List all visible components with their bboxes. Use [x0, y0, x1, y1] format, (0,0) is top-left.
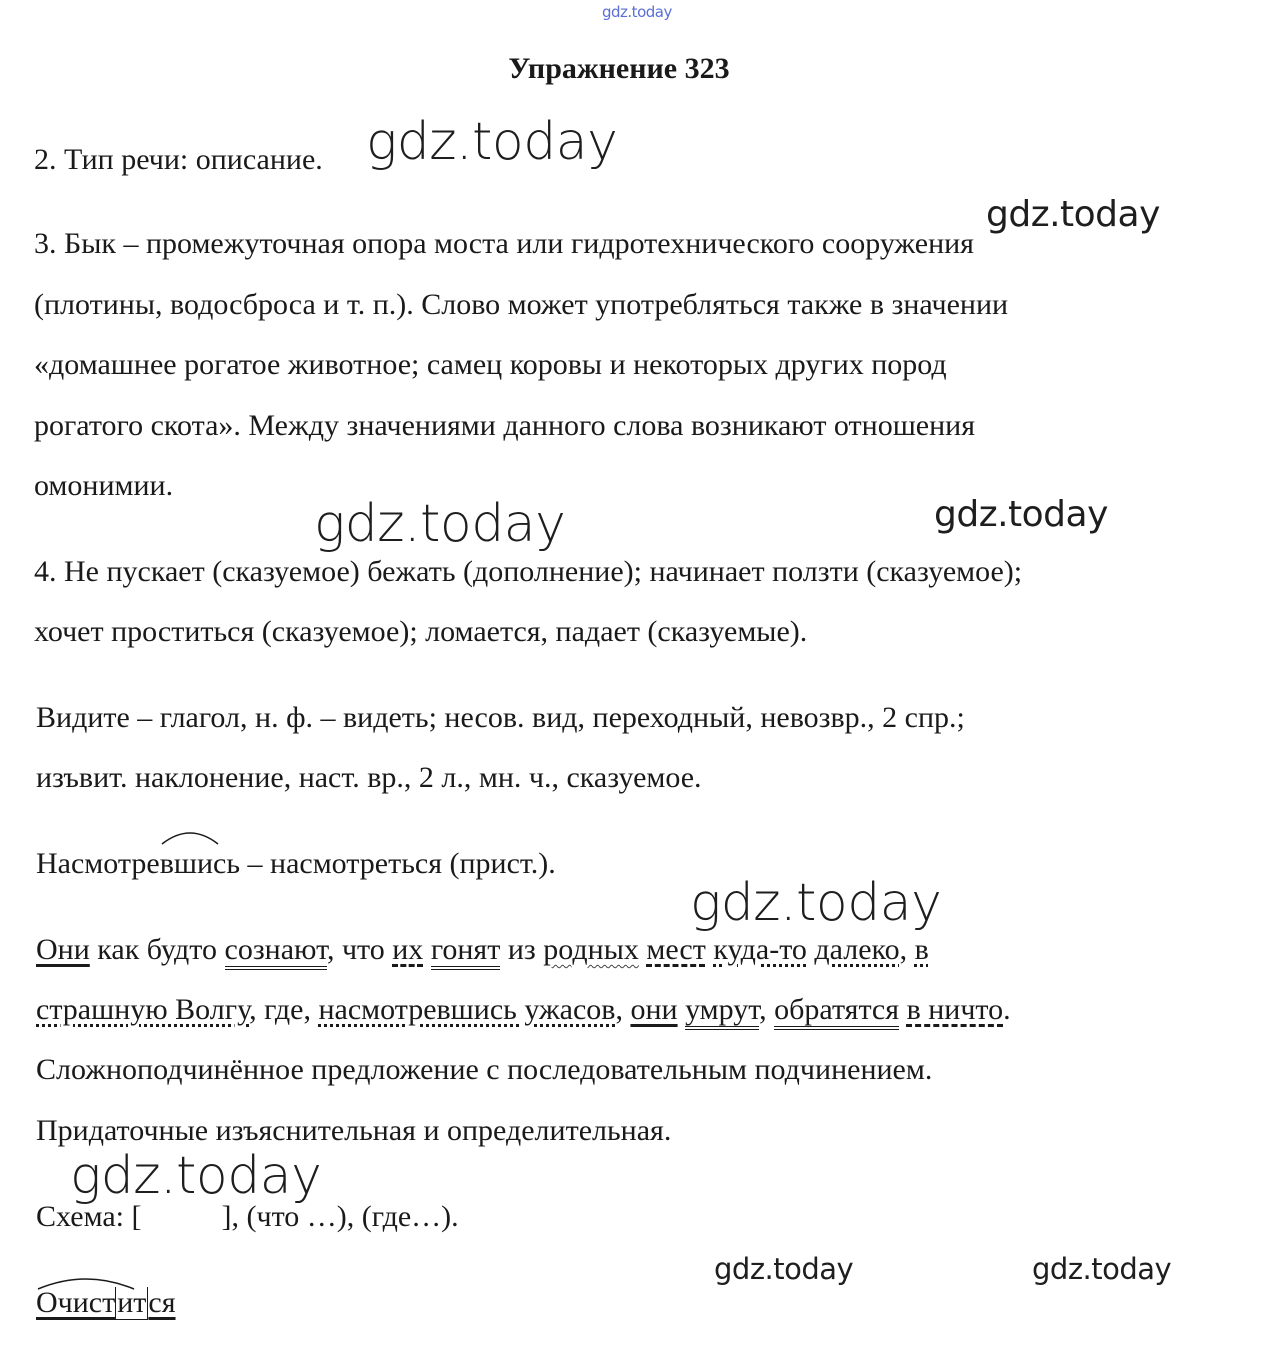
watermark: gdz.today	[986, 194, 1160, 235]
object-word: их	[392, 933, 424, 966]
suffix-arc-icon	[160, 826, 220, 846]
subject-word: они	[630, 993, 678, 1026]
object-phrase: в ничто	[906, 993, 1004, 1026]
item-3-line-2: (плотины, водосброса и т. п.). Слово может употребляться также в значении	[34, 288, 1009, 321]
predicate-word: обратятся	[774, 993, 899, 1030]
watermark: gdz.today	[366, 112, 618, 172]
watermark-top: gdz.today	[602, 3, 672, 21]
item-3-line-1: 3. Бык – промежуточная опора моста или гидротехнического сооружения	[34, 227, 974, 260]
root-arc-icon	[36, 1271, 136, 1291]
subject-word: Они	[36, 933, 90, 966]
derived-word: Насмотре вшись	[36, 844, 240, 884]
item-3-line-4: рогатого скота». Между значениями данного слова возникают отношения	[34, 409, 976, 442]
item-3-line-5: омонимии.	[34, 469, 174, 502]
watermark: gdz.today	[314, 494, 566, 554]
object-word: мест	[646, 933, 706, 966]
adverbial-phrase: страшную Волгу	[36, 993, 250, 1026]
analysis-line-1: Видите – глагол, н. ф. – видеть; несов. вид, переходный, невозвр., 2 спр.;	[36, 701, 965, 734]
watermark: gdz.today	[690, 873, 942, 933]
item-4-line-2: хочет проститься (сказуемое); ломается, падает (сказуемые).	[34, 615, 808, 648]
item-2: 2. Тип речи: описание.	[34, 143, 323, 176]
item-4-line-1: 4. Не пускает (сказуемое) бежать (дополнение); начинает ползти (сказуемое);	[34, 555, 1023, 588]
sentence-line-2: страшную Волгу, где, насмотревшись ужасов, они умрут, обратятся в ничто.	[36, 990, 1011, 1030]
source-word: насмотреться (прист.).	[270, 847, 556, 880]
sentence-scheme: Схема: [ ], (что …), (где…).	[36, 1200, 459, 1233]
adverbial-word: в	[914, 933, 929, 966]
word-stem: Очист	[36, 1283, 115, 1323]
adverbial-participle-phrase: насмотревшись ужасов	[318, 993, 616, 1026]
predicate-word: умрут	[685, 993, 759, 1030]
watermark: gdz.today	[1032, 1252, 1172, 1286]
adverbial-word: куда-то	[713, 933, 807, 966]
exercise-title: Упражнение 323	[508, 52, 730, 85]
predicate-word: сознают	[225, 933, 327, 970]
sentence-type: Сложноподчинённое предложение с последовательным подчинением.	[36, 1053, 933, 1086]
word-composition	[36, 1283, 176, 1323]
word-formation: Насмотре вшись – насмотреться (прист.).	[36, 844, 556, 884]
watermark: gdz.today	[714, 1252, 854, 1286]
watermark: gdz.today	[934, 494, 1108, 535]
item-3-line-3: «домашнее рогатое животное; самец коровы и некоторых других пород	[34, 348, 947, 381]
predicate-word: гонят	[431, 933, 501, 970]
postfix: ся	[148, 1286, 176, 1319]
adverbial-word: далеко	[814, 933, 900, 966]
analysis-line-2: изъвит. наклонение, наст. вр., 2 л., мн. ч., сказуемое.	[36, 761, 702, 794]
sentence-line-1: Они как будто сознают, что их гонят из родных мест куда-то далеко, в	[36, 930, 929, 970]
clause-types: Придаточные изъяснительная и определительная.	[36, 1114, 672, 1147]
ending-box: ит	[117, 1286, 147, 1319]
watermark: gdz.today	[70, 1146, 322, 1206]
attribute-word: родных	[543, 933, 639, 966]
